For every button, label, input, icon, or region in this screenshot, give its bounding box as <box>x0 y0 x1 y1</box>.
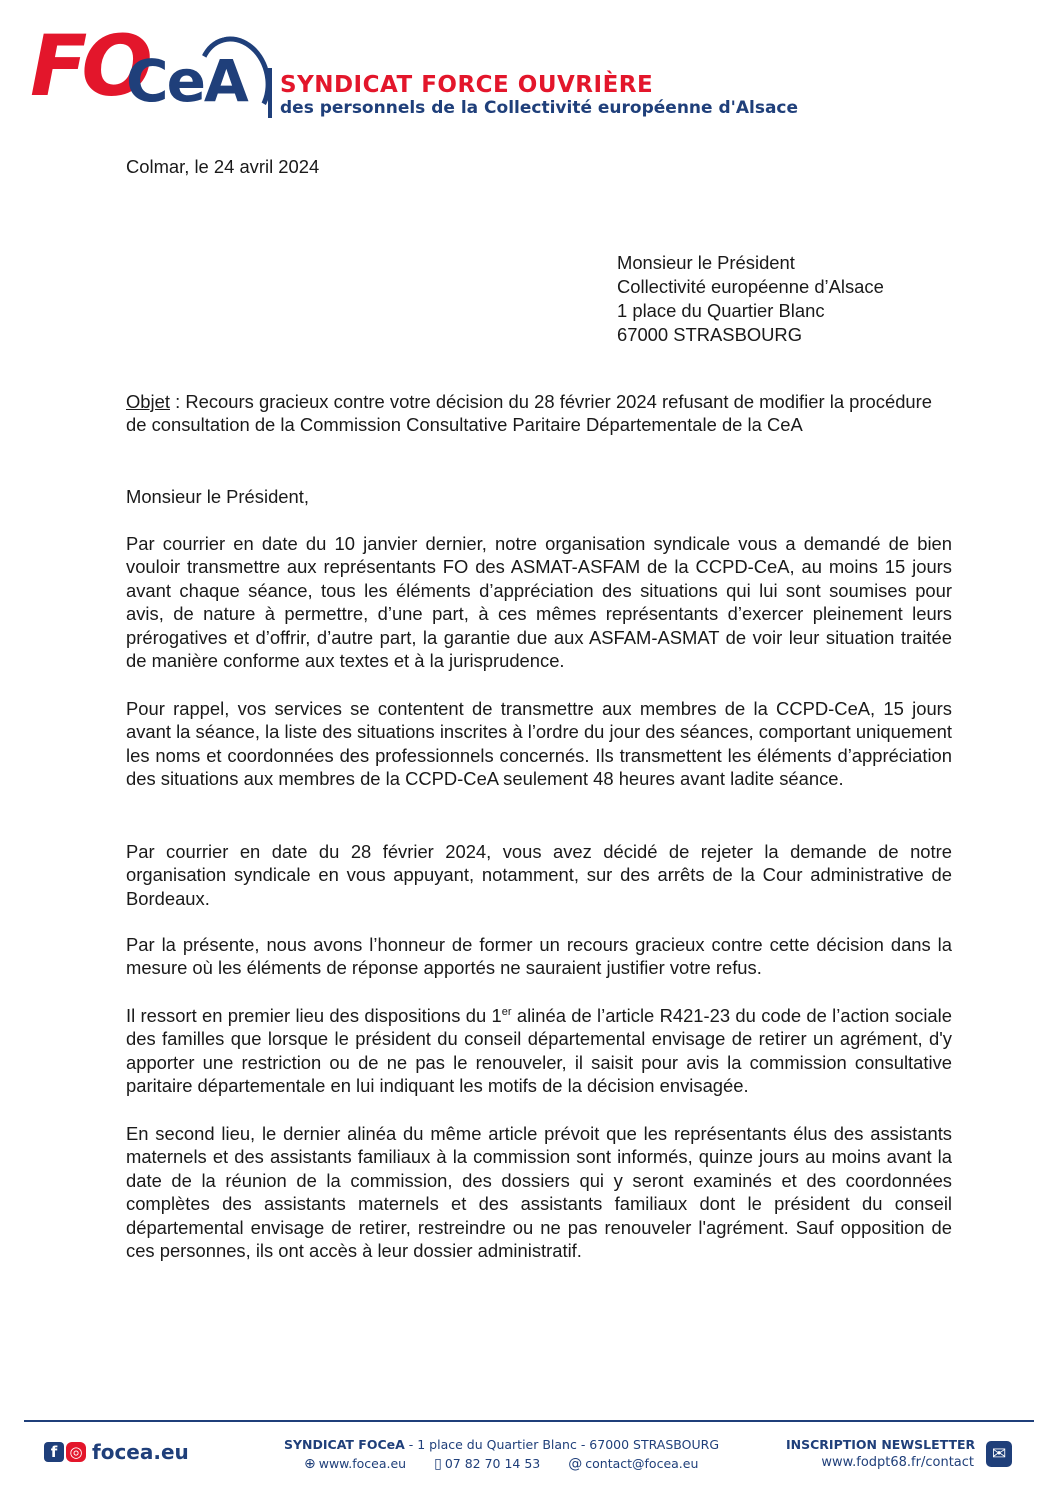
footer-org-name: SYNDICAT FOCeA <box>284 1437 405 1452</box>
mail-icon[interactable]: ✉ <box>986 1441 1012 1467</box>
recipient-line: Monsieur le Président <box>617 252 795 273</box>
newsletter-url[interactable]: www.fodpt68.fr/contact <box>821 1455 974 1470</box>
footer-newsletter <box>786 1437 974 1470</box>
footer-phone-text: 07 82 70 14 53 <box>444 1456 541 1471</box>
footer-social <box>44 1440 189 1464</box>
footer-site-link[interactable]: focea.eu <box>92 1440 189 1464</box>
paragraph-part: Il ressort en premier lieu des dispositions du 1 <box>126 1005 502 1026</box>
object-label: Objet <box>126 391 170 412</box>
footer-phone[interactable] <box>434 1456 540 1472</box>
paragraph: Pour rappel, vos services se contentent de transmettre aux membres de la CCPD-CeA, 15 jours avant la séance, la liste des situations inscrites à l’ordre du jour des séances, comportant uniquement les noms et coordonnées des professionnels concernés. Ils transmettent les éléments d’appréciation des situations aux membres de la CCPD-CeA seulement 48 heures avant ladite séance. <box>126 698 952 790</box>
logo-cea: CeA <box>126 47 247 115</box>
footer-org-address: - 1 place du Quartier Blanc - 67000 STRASBOURG <box>404 1437 719 1452</box>
letterhead <box>30 17 799 122</box>
footer-email-text: contact@focea.eu <box>585 1456 699 1471</box>
letter-date: Colmar, le 24 avril 2024 <box>126 156 320 177</box>
union-subtitle: des personnels de la Collectivité européenne d'Alsace <box>280 98 799 118</box>
at-icon: @ <box>568 1456 583 1472</box>
footer-contact <box>284 1437 744 1472</box>
paragraph: Par courrier en date du 10 janvier dernier, notre organisation syndicale vous a demandé de bien vouloir transmettre aux représentants FO des ASMAT-ASFAM de la CCPD-CeA, au moins 15 jours avant chaque séance, tous les éléments d’appréciation des situations qui lui sont soumises pour avis, de nature à permettre, d’une part, à ces mêmes représentants d’exercer pleinement leurs prérogatives et d’offrir, d’autre part, la garantie due aux ASFAM-ASMAT de voir leur situation traitée de manière conforme aux textes et à la jurisprudence. <box>126 533 952 672</box>
globe-icon: ⊕ <box>304 1456 316 1472</box>
footer-email[interactable] <box>568 1456 698 1472</box>
newsletter-title: INSCRIPTION NEWSLETTER <box>786 1437 976 1452</box>
ordinal-superscript: er <box>501 1005 512 1018</box>
focea-logo <box>30 17 262 120</box>
footer-address <box>284 1437 744 1452</box>
logo-fo: FO <box>30 17 147 115</box>
union-title: SYNDICAT FORCE OUVRIÈRE <box>280 72 654 98</box>
recipient-address <box>617 251 884 347</box>
footer-web[interactable] <box>304 1456 406 1472</box>
greeting: Monsieur le Président, <box>126 486 309 507</box>
object-text: : Recours gracieux contre votre décision du 28 février 2024 refusant de modifier la procédure de consultation de la Commission Consultative Paritaire Départementale de la CeA <box>126 391 932 436</box>
paragraph-part: alinéa de l’article R421-23 du code de l’action sociale des familles que lorsque le président du conseil départemental envisage de retirer un agrément, d'y apporter une restriction ou de ne pas le renouveler, il saisit pour avis la commission consultative paritaire départementale en lui indiquant les motifs de la décision envisagée. <box>126 1005 952 1097</box>
logo-ring <box>188 28 280 132</box>
recipient-line: 67000 STRASBOURG <box>617 324 803 345</box>
facebook-icon[interactable]: f <box>44 1442 64 1462</box>
footer-divider <box>24 1420 1034 1422</box>
paragraph <box>126 1004 952 1098</box>
recipient-line: Collectivité européenne d’Alsace <box>617 276 884 297</box>
paragraph: Par la présente, nous avons l’honneur de former un recours gracieux contre cette décision dans la mesure où les éléments de réponse apportés ne sauraient justifier votre refus. <box>126 934 952 979</box>
letter-object <box>126 390 932 437</box>
header-divider <box>268 68 272 118</box>
footer-web-text: www.focea.eu <box>318 1456 407 1471</box>
paragraph: En second lieu, le dernier alinéa du même article prévoit que les représentants élus des assistants maternels et des assistants familiaux à la commission sont informés, quinze jours au moins avant la date de la réunion de la commission, des dossiers qui y seront examinés et des coordonnées complètes des assistants maternels et des assistants familiaux dont le président du conseil départemental envisage de retirer, restreindre ou ne pas renouveler l'agrément. Sauf opposition de ces personnes, ils ont accès à leur dossier administratif. <box>126 1123 952 1262</box>
instagram-icon[interactable]: ◎ <box>66 1442 86 1462</box>
recipient-line: 1 place du Quartier Blanc <box>617 300 825 321</box>
phone-icon: ▯ <box>434 1456 442 1472</box>
paragraph: Par courrier en date du 28 février 2024, vous avez décidé de rejeter la demande de notre organisation syndicale en vous appuyant, notamment, sur des arrêts de la Cour administrative de Bordeaux. <box>126 841 952 909</box>
